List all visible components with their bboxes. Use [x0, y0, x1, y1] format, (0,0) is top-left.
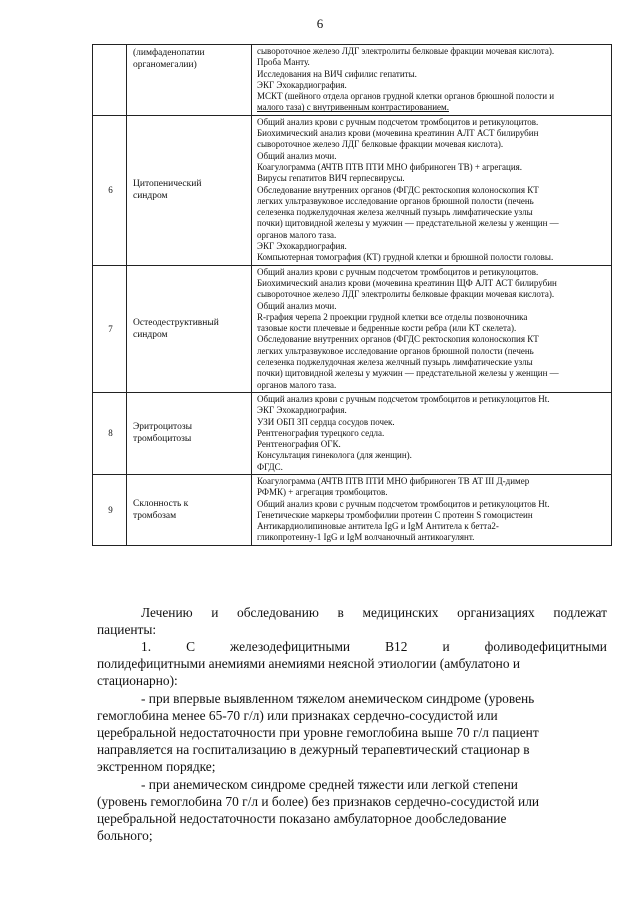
- table-row: [93, 392, 612, 474]
- examination-item: УЗИ ОБП ЗП сердца сосудов почек.: [257, 416, 395, 427]
- text-word: медицинских: [362, 605, 439, 620]
- row-number: 8: [93, 392, 127, 474]
- text-word: экстренном порядке;: [97, 759, 216, 774]
- examination-item: Общий анализ крови с ручным подсчетом тромбоцитов и ретикулоцитов.: [257, 266, 539, 277]
- examination-item: Вирусы гепатитов ВИЧ герпесвирусы.: [257, 173, 405, 184]
- text-word: обследованию: [237, 605, 319, 620]
- examination-item: органов малого таза.: [257, 229, 337, 240]
- paragraph-p1: [97, 604, 607, 638]
- text-word: железодефицитными: [230, 639, 351, 654]
- examination-item: Биохимический анализ крови (мочевина креатинин ЩФ АЛТ АСТ билирубин: [257, 277, 557, 288]
- examination-item: почки) щитовидной железы у мужчин — предстательной железы у женщин —: [257, 218, 559, 229]
- examination-item: малого таза) с внутривенным контрастированием.: [257, 102, 449, 113]
- syndrome-name-line: тромбоцитозы: [133, 434, 192, 445]
- examination-item: Общий анализ крови с ручным подсчетом тромбоцитов и ретикулоцитов Ht.: [257, 498, 550, 509]
- examination-list: [252, 392, 612, 474]
- examination-item: Обследование внутренних органов (ФГДС ректоскопия колоноскопия КТ: [257, 184, 539, 195]
- text-word: церебральной недостаточности при уровне гемоглобина выше 70 г/л пациент: [97, 725, 539, 740]
- syndrome-name: [127, 265, 252, 392]
- text-line: [97, 655, 607, 672]
- text-line: [97, 621, 607, 638]
- table-row: [93, 474, 612, 545]
- text-word: церебральной недостаточности показано амбулаторное дообследование: [97, 811, 507, 826]
- examination-item: селезенка поджелудочная железа желчный пузырь лимфатические узлы: [257, 357, 533, 368]
- text-word: и: [442, 639, 450, 654]
- examination-item: органов малого таза.: [257, 379, 337, 390]
- examination-item: Коагулограмма (АЧТВ ПТВ ПТИ МНО фибриноген ТВ) + агрегация.: [257, 161, 523, 172]
- examination-table: [92, 44, 612, 546]
- examination-item: R-графия черепа 2 проекции грудной клетки все отделы позвоночника: [257, 311, 528, 322]
- text-line: [97, 741, 607, 758]
- examination-list: [252, 45, 612, 116]
- text-word: полидефицитными анемиями анемиями неясной этиологии (амбулатоно и: [97, 656, 521, 671]
- examination-list: [252, 265, 612, 392]
- text-word: направляется на госпитализацию в дежурный терапевтический стационар в: [97, 742, 530, 757]
- paragraph-p4: [97, 776, 607, 844]
- text-line: [97, 604, 607, 621]
- syndrome-name-line: Цитопенический: [133, 179, 202, 190]
- table-row: [93, 265, 612, 392]
- row-number: [93, 45, 127, 116]
- text-word: (уровень гемоглобина 70 г/л и более) без признаков сердечно-сосудистой или: [97, 794, 540, 809]
- text-word: - при анемическом синдроме средней тяжести или легкой степени: [141, 777, 518, 792]
- examination-item: ЭКГ Эхокардиография.: [257, 405, 347, 416]
- examination-item: почки) щитовидной железы у мужчин — предстательной железы у женщин —: [257, 368, 559, 379]
- examination-item: гликопротеину-1 IgG и IgM волчаночный антикоагулянт.: [257, 532, 475, 543]
- syndrome-name-line: Остеодеструктивный: [133, 317, 219, 328]
- examination-item: Антикардиолипиновые антитела IgG и IgM Антитела к бетта2-: [257, 521, 499, 532]
- examination-list: [252, 474, 612, 545]
- examination-item: Консультация гинеколога (для женщин).: [257, 450, 412, 461]
- text-line: [97, 810, 607, 827]
- text-word: - при впервые выявленном тяжелом анемическом синдроме (уровень: [141, 691, 535, 706]
- examination-item: ЭКГ Эхокардиография.: [257, 241, 347, 252]
- examination-item: МСКТ (шейного отдела органов грудной клетки органов брюшной полости и: [257, 91, 555, 102]
- syndrome-name-line: Эритроцитозы: [133, 422, 192, 433]
- text-line: [97, 707, 607, 724]
- text-word: Лечению: [141, 605, 193, 620]
- examination-item: сывороточное железо ЛДГ электролиты белковые фракции мочевая кислота).: [257, 46, 555, 56]
- syndrome-name: [127, 45, 252, 116]
- text-line: [97, 690, 607, 707]
- text-line: [97, 776, 607, 793]
- examination-list: [252, 115, 612, 265]
- examination-item: Коагулограмма (АЧТВ ПТВ ПТИ МНО фибриноген ТВ АТ III Д-димер: [257, 475, 530, 486]
- text-word: больного;: [97, 828, 153, 843]
- paragraph-p3: [97, 690, 607, 775]
- examination-item: Биохимический анализ крови (мочевина креатинин АЛТ АСТ билирубин: [257, 128, 539, 139]
- examination-item: Исследования на ВИЧ сифилис гепатиты.: [257, 68, 417, 79]
- text-word: подлежат: [553, 605, 607, 620]
- examination-item: легких ультразвуковое исследование органов брюшной полости (печень: [257, 345, 534, 356]
- syndrome-name-line: (лимфаденопатии: [133, 48, 205, 58]
- syndrome-name-line: органомегалии): [133, 60, 197, 70]
- examination-item: ФГДС.: [257, 461, 283, 472]
- page-number: 6: [316, 16, 324, 31]
- text-word: С: [186, 639, 195, 654]
- text-word: организациях: [457, 605, 535, 620]
- text-line: [97, 793, 607, 810]
- examination-item: сывороточное железо ЛДГ белковые фракции мочевая кислота).: [257, 139, 504, 150]
- text-line: [97, 672, 607, 689]
- examination-item: РФМК) + агрегация тромбоцитов.: [257, 487, 388, 498]
- text-line: [97, 724, 607, 741]
- examination-item: тазовые кости плечевые и бедренные кости ребра (или КТ скелета).: [257, 323, 517, 334]
- examination-item: Общий анализ мочи.: [257, 300, 337, 311]
- text-word: 1.: [141, 639, 152, 654]
- text-word: стационарно):: [97, 673, 178, 688]
- text-line: [97, 758, 607, 775]
- text-word: пациенты:: [97, 622, 157, 637]
- syndrome-name: [127, 115, 252, 265]
- text-line: [97, 827, 607, 844]
- table-row: [93, 45, 612, 116]
- syndrome-name: [127, 474, 252, 545]
- examination-item: Генетические маркеры тромбофилии протеин С протеин S гомоцистеин: [257, 509, 533, 520]
- examination-item: Рентгенография ОГК.: [257, 439, 341, 450]
- examination-item: Общий анализ мочи.: [257, 150, 337, 161]
- syndrome-name-line: Склонность к: [133, 498, 189, 509]
- examination-item: сывороточное железо ЛДГ электролиты белковые фракции мочевая кислота).: [257, 289, 555, 300]
- syndrome-name-line: тромбозам: [133, 510, 177, 521]
- text-line: [97, 638, 607, 655]
- syndrome-name: [127, 392, 252, 474]
- table-row: [93, 115, 612, 265]
- examination-item: легких ультразвуковое исследование органов брюшной полости (печень: [257, 195, 534, 206]
- examination-item: Компьютерная томография (КТ) грудной клетки и брюшной полости головы.: [257, 252, 554, 263]
- syndrome-name-line: синдром: [133, 191, 168, 202]
- examination-item: Общий анализ крови с ручным подсчетом тромбоцитов и ретикулоцитов.: [257, 116, 539, 127]
- examination-item: Проба Манту.: [257, 57, 310, 68]
- row-number: 9: [93, 474, 127, 545]
- text-word: фоливодефицитными: [484, 639, 607, 654]
- syndrome-name-line: синдром: [133, 329, 168, 340]
- text-word: в: [337, 605, 344, 620]
- examination-item: Рентгенография турецкого седла.: [257, 427, 385, 438]
- text-word: В12: [385, 639, 408, 654]
- row-number: 7: [93, 265, 127, 392]
- examination-item: селезенка поджелудочная железа желчный пузырь лимфатические узлы: [257, 207, 533, 218]
- paragraph-p2: [97, 638, 607, 689]
- examination-item: ЭКГ Эхокардиография.: [257, 79, 347, 90]
- text-word: и: [211, 605, 219, 620]
- row-number: 6: [93, 115, 127, 265]
- text-word: гемоглобина менее 65-70 г/л) или признаках сердечно-сосудистой или: [97, 708, 498, 723]
- examination-item: Общий анализ крови с ручным подсчетом тромбоцитов и ретикулоцитов Ht.: [257, 393, 550, 404]
- examination-item: Обследование внутренних органов (ФГДС ректоскопия колоноскопия КТ: [257, 334, 539, 345]
